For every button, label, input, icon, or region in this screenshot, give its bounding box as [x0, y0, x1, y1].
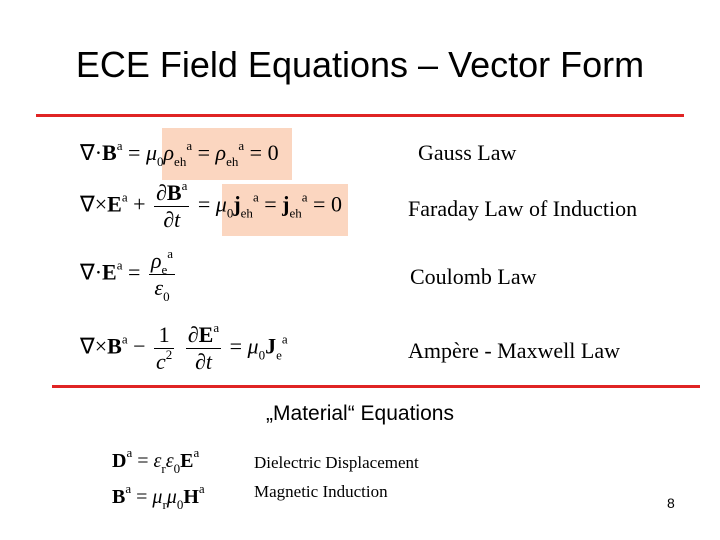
- magnetic-label: Magnetic Induction: [254, 482, 388, 501]
- dielectric-equation: $D^a = \varepsilon_r\varepsilon_0E^a$: [112, 445, 200, 476]
- faraday-equation: $\nabla\times E^a$ + $\frac{\partial B^a}{\partial t}$ = $\mu_0j_{eh}^a = j_{eh}^a = 0$: [80, 178, 342, 232]
- ampere-maxwell-equation: $\nabla\times B^a$ − $\frac{1}{c^2}$ $\frac{\partial E^a}{\partial t}$ = $\mu_0J_e^a$: [80, 320, 288, 374]
- gauss-equation: $\nabla\cdot B^a = \mu_0\rho_{eh}^a = \rho_{eh}^a = 0$: [80, 138, 279, 169]
- gauss-law-label: Gauss Law: [418, 140, 517, 165]
- magnetic-equation: $B^a = \mu_r\mu_0H^a$: [112, 481, 205, 512]
- faraday-law-label: Faraday Law of Induction: [408, 196, 638, 221]
- page-number: 8: [667, 495, 675, 511]
- slide-title: ECE Field Equations – Vector Form: [75, 44, 645, 85]
- dielectric-label: Dielectric Displacement: [254, 453, 419, 472]
- ampere-maxwell-law-label: Ampère - Maxwell Law: [408, 338, 620, 363]
- coulomb-equation: $\nabla\cdot E^a$ = $\frac{\rho_e^a}{\varepsilon_0}$: [80, 246, 174, 304]
- coulomb-law-label: Coulomb Law: [410, 264, 537, 289]
- title-divider: [36, 114, 684, 117]
- section-divider: [52, 385, 700, 388]
- material-equations-heading: „Material“ Equations: [266, 402, 454, 425]
